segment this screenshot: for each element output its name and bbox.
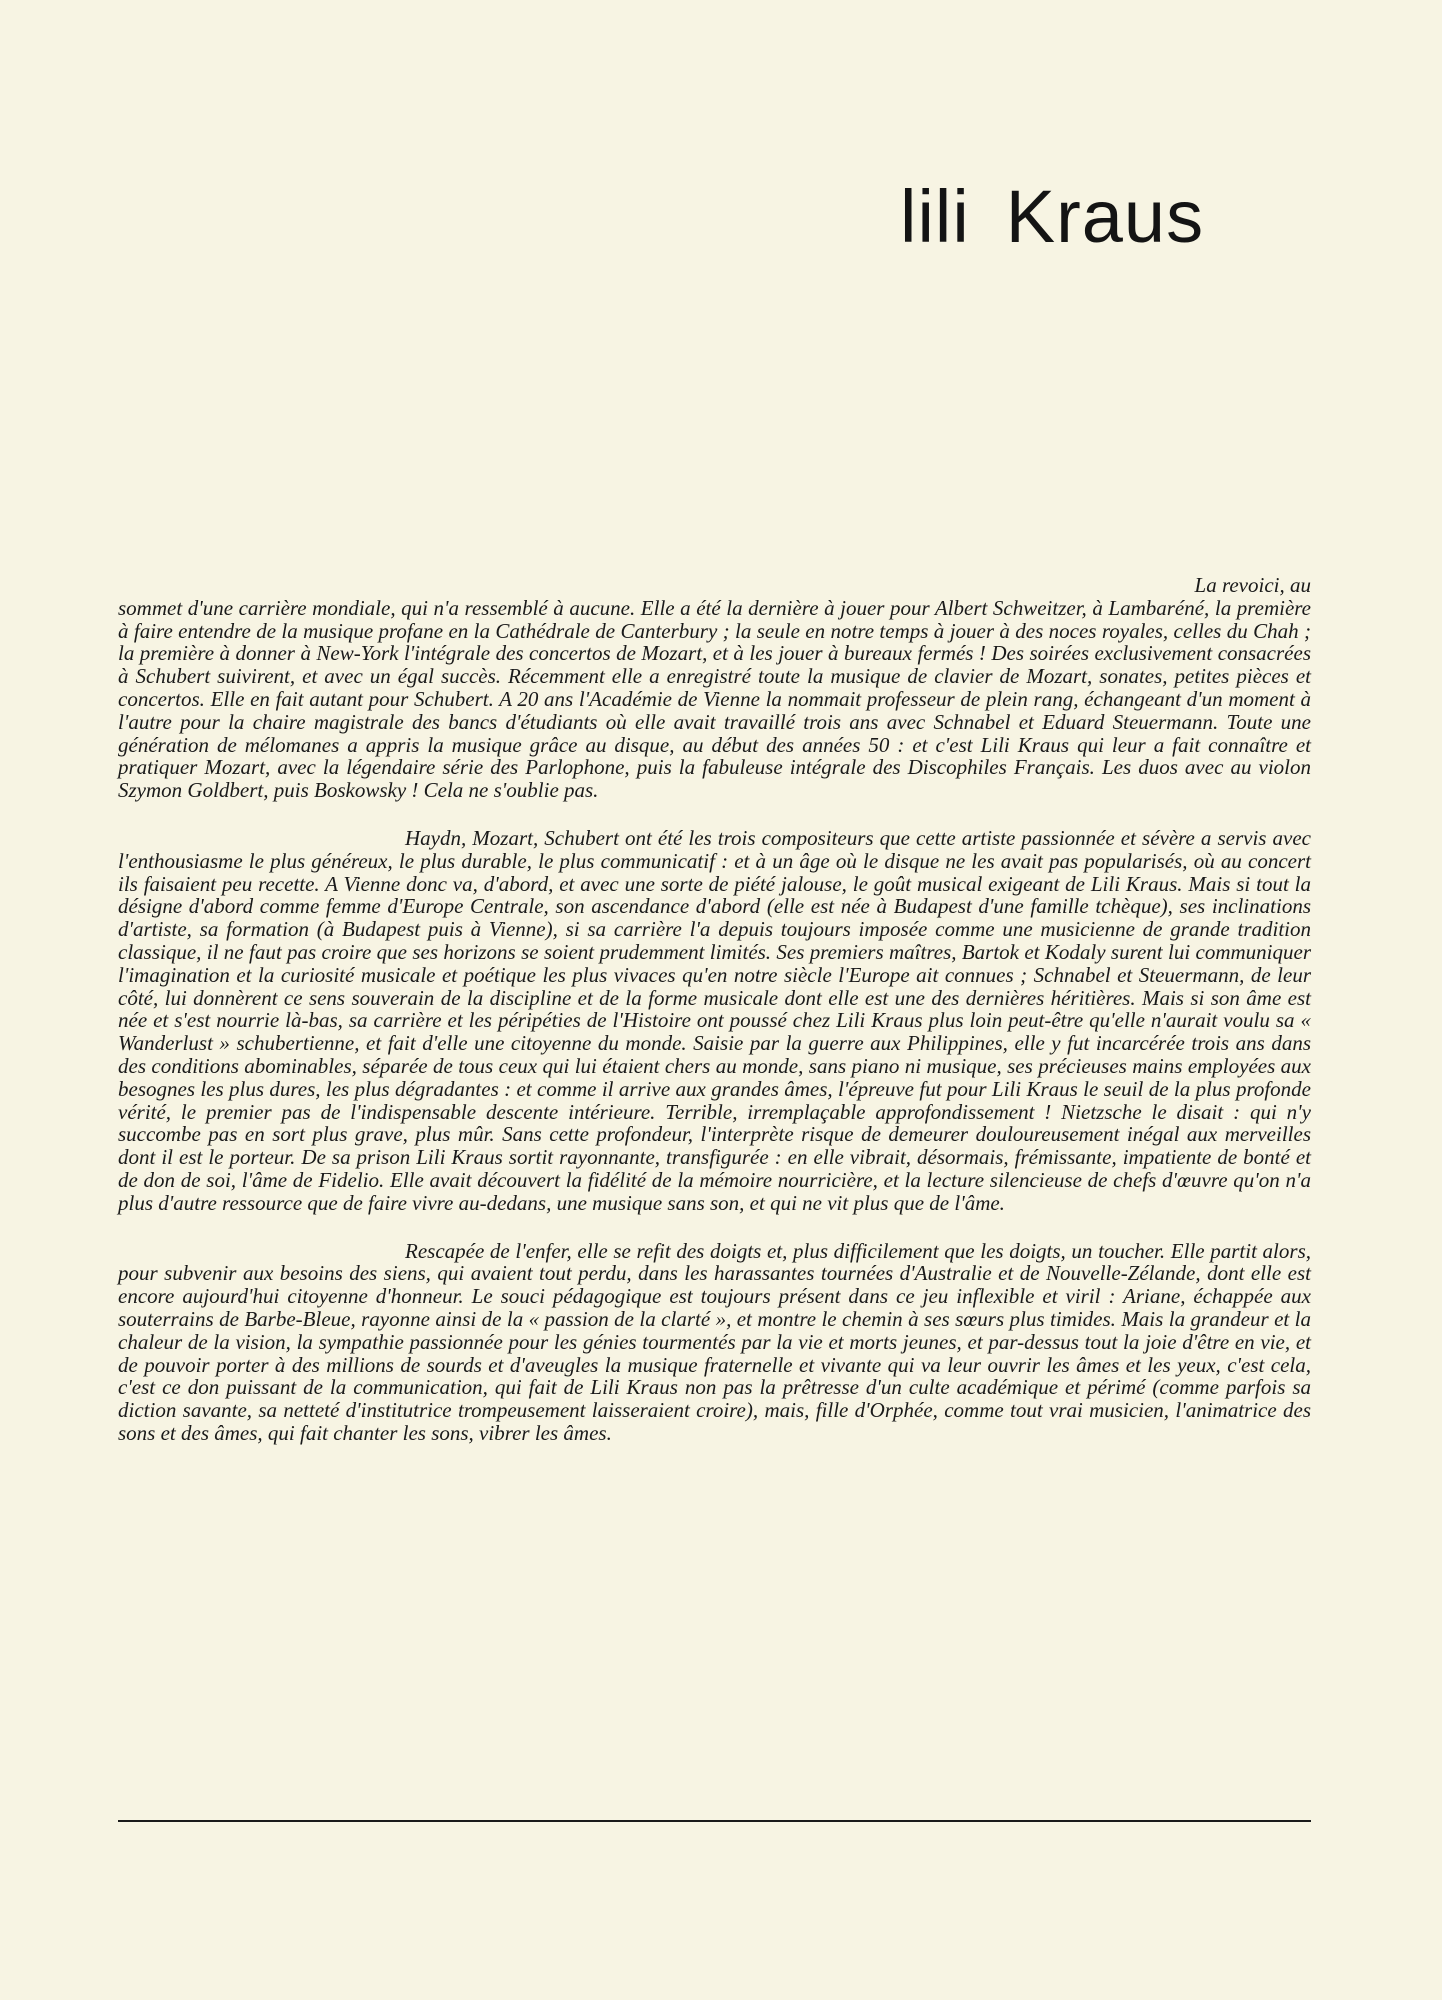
page-title <box>900 172 1320 262</box>
paragraph-1-text: sommet d'une carrière mondiale, qui n'a ressemblé à aucune. Elle a été la dernière à jouer pour Albert Schweitzer, à Lambaréné, la première à faire entendre de la musique profane en la Cathédrale de Canterbury ; la seule en notre temps à jouer à des noces royales, celles du Chah ; la première à donner à New-York l'intégrale des concertos de Mozart, et à les jouer à bureaux fermés ! Des soirées exclusivement consacrées à Schubert suivirent, et avec un égal succès. Récemment elle a enregistré toute la musique de clavier de Mozart, sonates, petites pièces et concertos. Elle en fait autant pour Schubert. A 20 ans l'Académie de Vienne la nommait professeur de plein rang, échangeant d'un moment à l'autre pour la chaire magistrale des bancs d'étudiants où elle avait travaillé trois ans avec Schnabel et Eduard Steuermann. Toute une génération de mélomanes a appris la musique grâce au disque, au début des années 50 : et c'est Lili Kraus qui leur a fait connaître et pratiquer Mozart, avec la légendaire série des Parlophone, puis la fabuleuse intégrale des Discophiles Français. Les duos avec au violon Szymon Goldbert, puis Boskowsky ! Cela ne s'oublie pas. <box>118 595 1311 803</box>
bottom-divider <box>118 1820 1311 1822</box>
paragraph-1-opening: La revoici, au <box>1194 573 1311 597</box>
paragraph-2: Haydn, Mozart, Schubert ont été les trois compositeurs que cette artiste passionnée et sévère a servis avec l'enthousiasme le plus généreux, le plus durable, le plus communicatif : et à un âge où le disque ne les avait pas popularisés, où au concert ils faisaient peu recette. A Vienne donc va, d'abord, et avec une sorte de piété jalouse, le goût musical exigeant de Lili Kraus. Mais si tout la désigne d'abord comme femme d'Europe Centrale, son ascendance d'abord (elle est née à Budapest d'une famille tchèque), ses inclinations d'artiste, sa formation (à Budapest puis à Vienne), si sa carrière l'a depuis toujours imposée comme une musicienne de grande tradition classique, il ne faut pas croire que ses horizons se soient prudemment limités. Ses premiers maîtres, Bartok et Kodaly surent lui communiquer l'imagination et la curiosité musicale et poétique les plus vivaces qu'en notre siècle l'Europe ait connues ; Schnabel et Steuermann, de leur côté, lui donnèrent ce sens souverain de la discipline et de la forme musicale dont elle est une des dernières héritières. Mais si son âme est née et s'est nourrie là-bas, sa carrière et les péripéties de l'Histoire ont poussé chez Lili Kraus plus loin peut-être qu'elle n'aurait voulu sa « Wanderlust » schubertienne, et fait d'elle une citoyenne du monde. Saisie par la guerre aux Philippines, elle y fut incarcérée trois ans dans des conditions abominables, séparée de tous ceux qui lui étaient chers au monde, sans piano ni musique, ses précieuses mains employées aux besognes les plus dures, les plus dégradantes : et comme il arrive aux grandes âmes, l'épreuve fut pour Lili Kraus le seuil de la plus profonde vérité, le premier pas de l'indispensable descente intérieure. Terrible, irremplaçable approfondissement ! Nietzsche le disait : qui n'y succombe pas en sort plus grave, plus mûr. Sans cette profondeur, l'interprète risque de demeurer douloureusement inégal aux merveilles dont il est le porteur. De sa prison Lili Kraus sortit rayonnante, transfigurée : en elle vibrait, désormais, frémissante, impatiente de bonté et de don de soi, l'âme de Fidelio. Elle avait découvert la fidélité de la mémoire nourricière, et la lecture silencieuse de chefs d'œuvre qu'on n'a plus d'autre ressource que de faire vivre au-dedans, une musique sans son, et qui ne vit plus que de l'âme. <box>118 825 1311 1215</box>
article-body <box>118 574 1311 1445</box>
paragraph-3: Rescapée de l'enfer, elle se refit des doigts et, plus difficilement que les doigts, un toucher. Elle partit alors, pour subvenir aux besoins des siens, qui avaient tout perdu, dans les harassantes tournées d'Australie et de Nouvelle-Zélande, dont elle est encore aujourd'hui citoyenne d'honneur. Le souci pédagogique est toujours présent dans ce jeu inflexible et viril : Ariane, échappée aux souterrains de Barbe-Bleue, rayonne ainsi de la « passion de la clarté », et montre le chemin à ses sœurs plus timides. Mais la grandeur et la chaleur de la vision, la sympathie passionnée pour les génies tourmentés par la vie et morts jeunes, et par-dessus tout la joie d'être en vie, et de pouvoir porter à des millions de sourds et d'aveugles la musique fraternelle et vivante qui va leur ouvrir les âmes et les yeux, c'est cela, c'est ce don puissant de la communication, qui fait de Lili Kraus non pas la prêtresse d'un culte académique et périmé (comme parfois sa diction savante, sa netteté d'institutrice trompeusement laisseraient croire), mais, fille d'Orphée, comme tout vrai musicien, l'animatrice des sons et des âmes, qui fait chanter les sons, vibrer les âmes. <box>118 1238 1311 1445</box>
paragraph-1 <box>118 574 1311 802</box>
title-first-name: lili <box>900 175 970 258</box>
title-last-name: Kraus <box>1005 175 1205 258</box>
